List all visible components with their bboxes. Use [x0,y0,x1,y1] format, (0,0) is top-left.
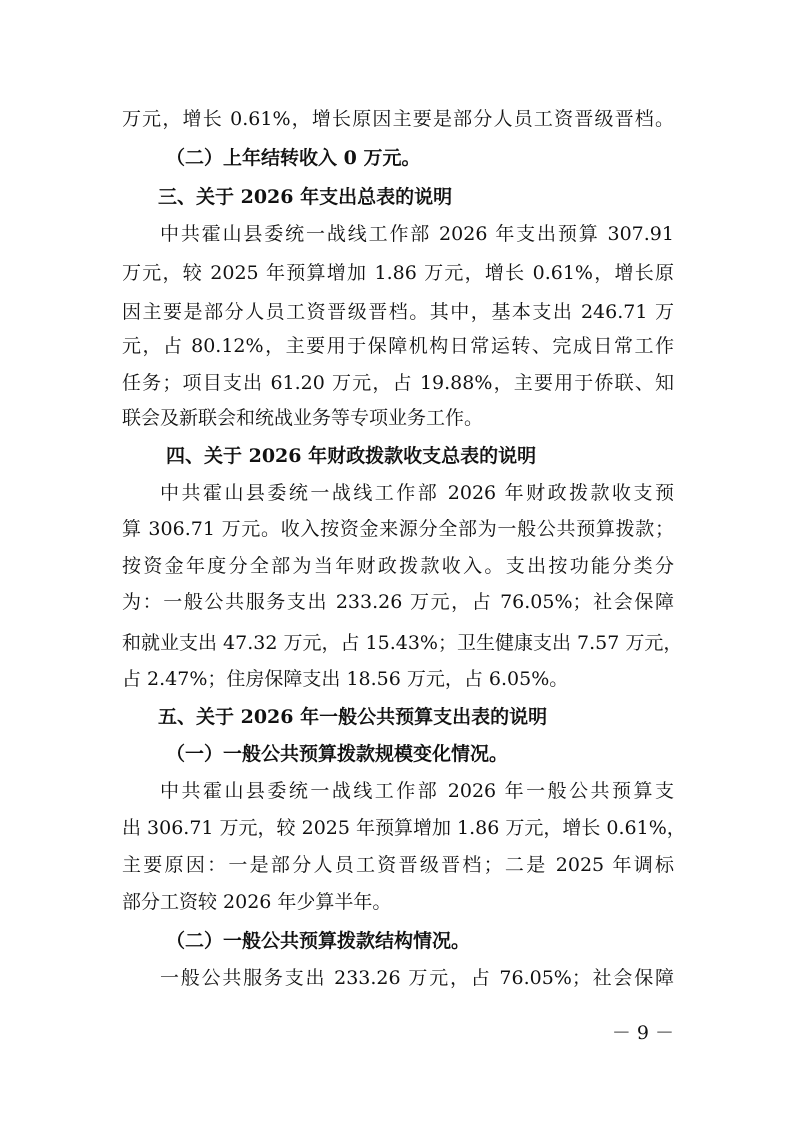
subsection-heading: （二）上年结转收入 0 万元。 [166,147,421,169]
paragraph-line: 部分工资较 2026 年少算半年。 [122,891,392,913]
paragraph-line: 占 2.47%；住房保障支出 18.56 万元，占 6.05%。 [122,668,569,690]
paragraph-line: 按资金年度分全部为当年财政拨款收入。支出按功能分类分 [122,555,674,577]
section-heading: 三、关于 2026 年支出总表的说明 [158,186,453,208]
paragraph-line: 一般公共服务支出 233.26 万元，占 76.05%；社会保障 [160,967,674,989]
subsection-heading: （一）一般公共预算拨款规模变化情况。 [166,743,509,765]
paragraph-line: 和就业支出 47.32 万元，占 15.43%；卫生健康支出 7.57 万元， [122,632,683,654]
section-heading: 五、关于 2026 年一般公共预算支出表的说明 [158,706,548,728]
subsection-heading: （二）一般公共预算拨款结构情况。 [166,930,471,952]
paragraph-line: 主要原因：一是部分人员工资晋级晋档；二是 2025 年调标 [122,854,674,876]
paragraph-line: 元，占 80.12%，主要用于保障机构日常运转、完成日常工作 [122,335,674,357]
paragraph-line: 中共霍山县委统一战线工作部 2026 年一般公共预算支 [160,780,674,802]
paragraph-line: 万元，增长 0.61%，增长原因主要是部分人员工资晋级晋档。 [122,108,674,130]
paragraph-line: 因主要是部分人员工资晋级晋档。其中，基本支出 246.71 万 [122,301,674,323]
paragraph-line: 算 306.71 万元。收入按资金来源分全部为一般公共预算拨款； [122,518,674,540]
paragraph-line: 中共霍山县委统一战线工作部 2026 年支出预算 307.91 [160,223,674,245]
paragraph-line: 出 306.71 万元，较 2025 年预算增加 1.86 万元，增长 0.61%， [122,817,686,839]
paragraph-line: 任务；项目支出 61.20 万元，占 19.88%，主要用于侨联、知 [122,372,674,394]
page-number: － 9 － [611,1022,674,1044]
section-heading: 四、关于 2026 年财政拨款收支总表的说明 [166,445,537,467]
paragraph-line: 万元，较 2025 年预算增加 1.86 万元，增长 0.61%，增长原 [122,262,674,284]
paragraph-line: 联会及新联会和统战业务等专项业务工作。 [122,407,484,429]
paragraph-line: 为：一般公共服务支出 233.26 万元，占 76.05%；社会保障 [122,591,674,613]
paragraph-line: 中共霍山县委统一战线工作部 2026 年财政拨款收支预 [160,482,674,504]
